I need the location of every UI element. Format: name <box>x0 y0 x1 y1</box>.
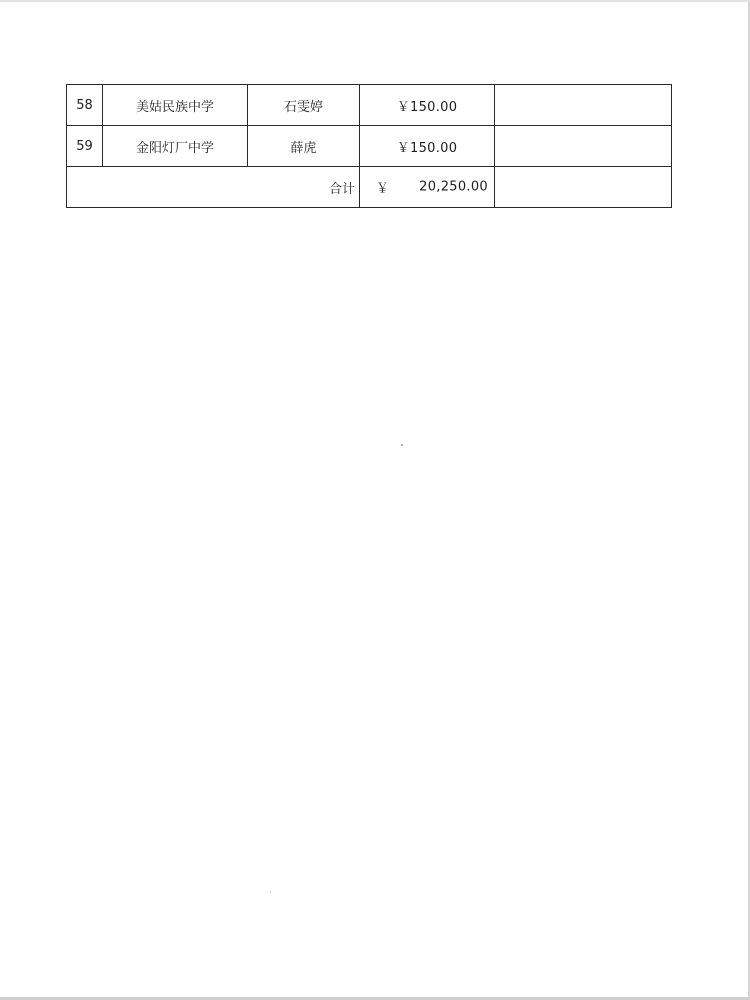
note-cell <box>495 126 672 167</box>
row-number-cell: 58 <box>67 85 103 126</box>
student-name-cell: 薛虎 <box>248 126 360 167</box>
table-row <box>67 126 672 167</box>
total-note-cell <box>495 167 672 208</box>
scan-speck <box>270 892 271 893</box>
total-amount-cell <box>360 167 495 208</box>
scan-speck <box>401 444 403 446</box>
student-name-cell: 石雯婷 <box>248 85 360 126</box>
amount-cell: ￥150.00 <box>360 126 495 167</box>
row-number-cell: 59 <box>67 126 103 167</box>
total-label-cell: 合计 <box>67 167 360 208</box>
note-cell <box>495 85 672 126</box>
total-value: 20,250.00 <box>419 179 488 195</box>
school-cell: 金阳灯厂中学 <box>103 126 248 167</box>
table-row <box>67 85 672 126</box>
school-cell: 美姑民族中学 <box>103 85 248 126</box>
total-row <box>67 167 672 208</box>
currency-symbol: ￥ <box>376 181 390 197</box>
page-top-edge <box>0 0 750 2</box>
amount-cell: ￥150.00 <box>360 85 495 126</box>
award-table <box>66 84 672 208</box>
